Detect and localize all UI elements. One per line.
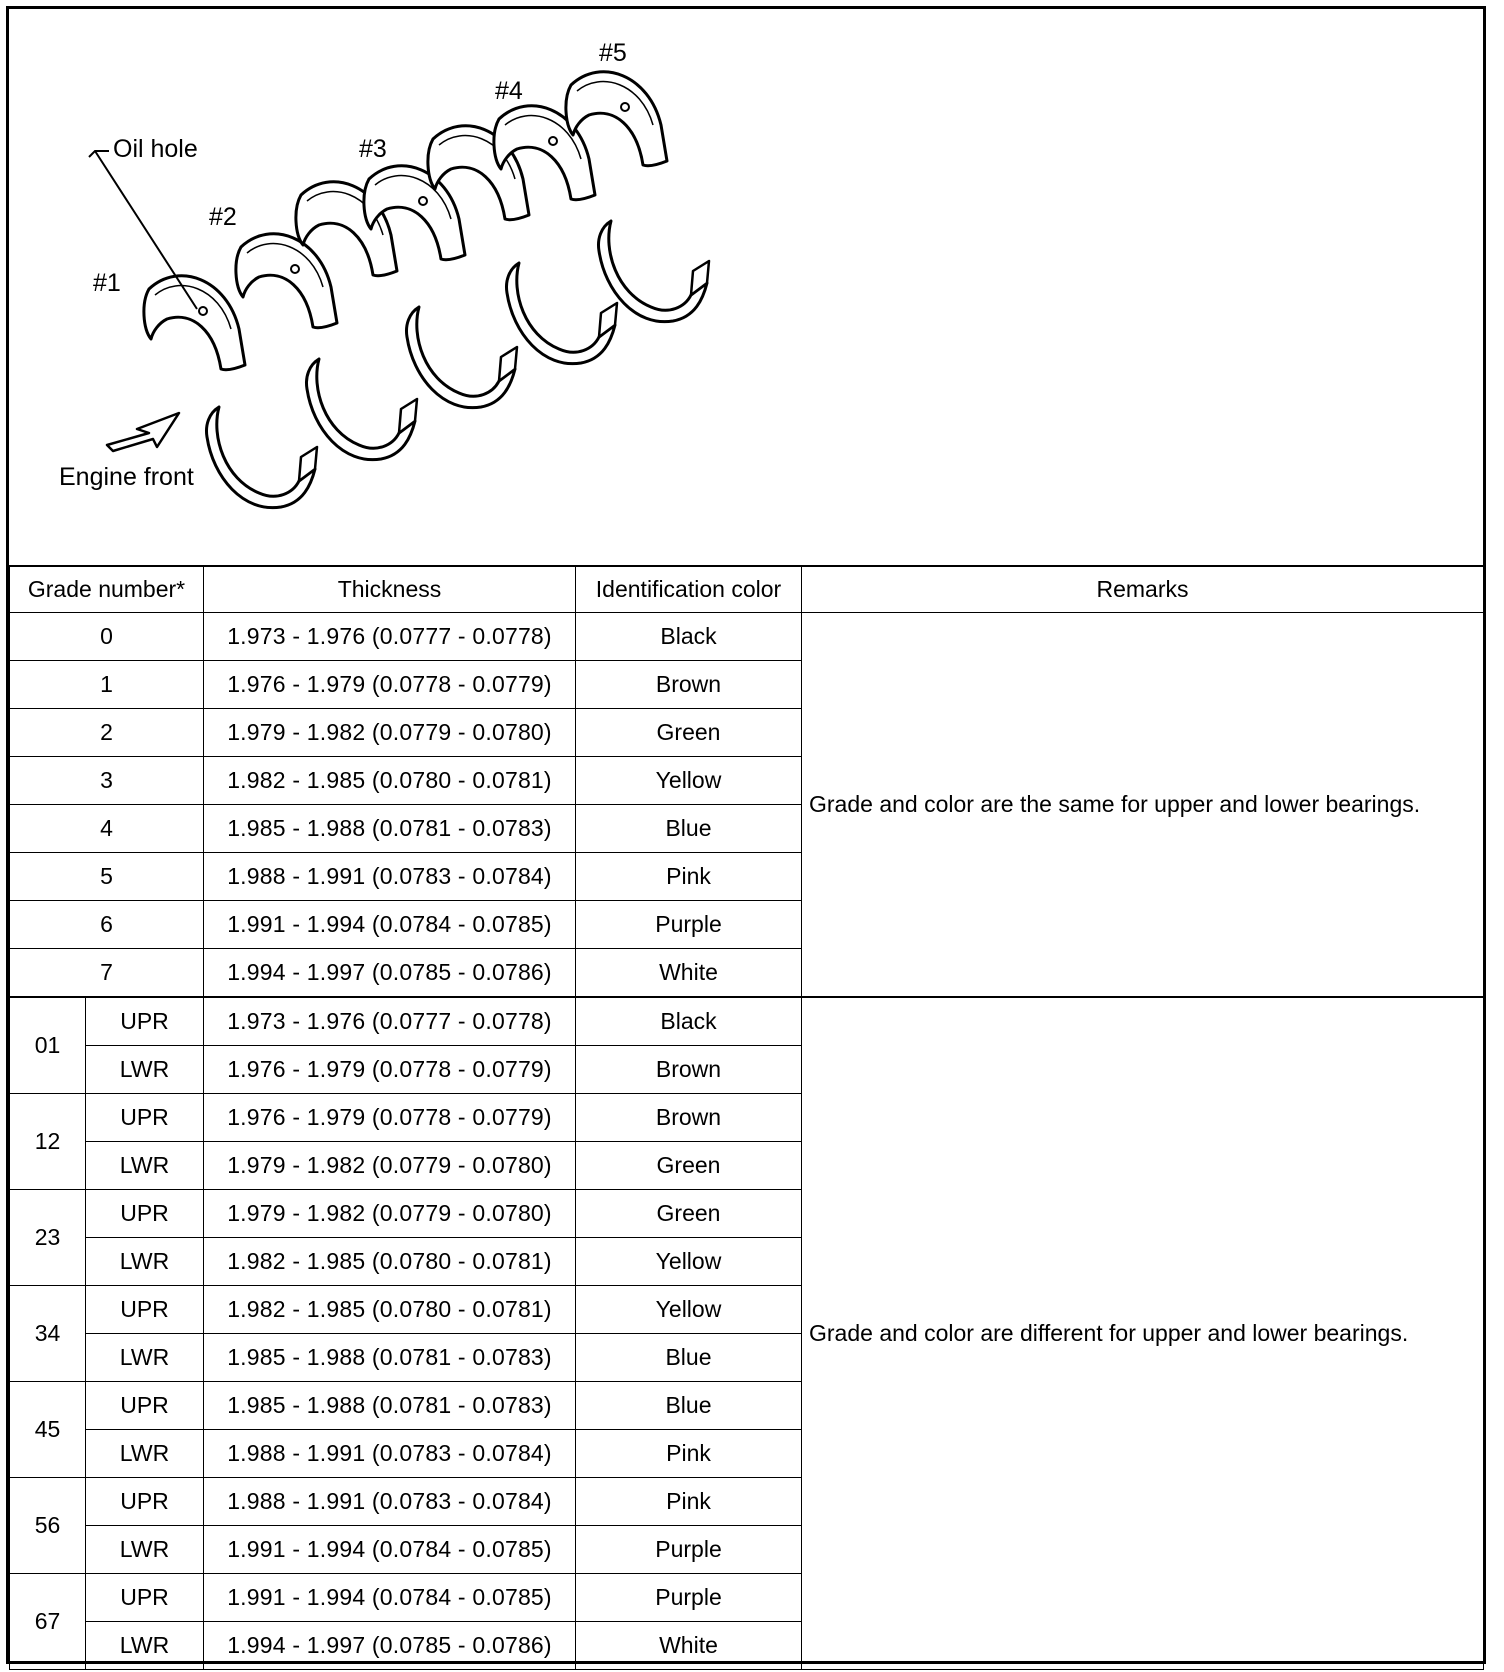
color-cell: Yellow [576,757,802,805]
grade-cell: 7 [10,949,204,998]
color-cell: Purple [576,1526,802,1574]
thickness-cell: 1.988 - 1.991 (0.0783 - 0.0784) [204,853,576,901]
thickness-cell: 1.991 - 1.994 (0.0784 - 0.0785) [204,1526,576,1574]
color-cell: Blue [576,1334,802,1382]
color-cell: White [576,1622,802,1670]
grade-cell: 67 [10,1574,86,1670]
header-remarks: Remarks [802,566,1484,613]
label-bearing-4: #4 [495,77,523,105]
grade-cell: 23 [10,1190,86,1286]
position-cell: LWR [86,1622,204,1670]
thickness-cell: 1.994 - 1.997 (0.0785 - 0.0786) [204,949,576,998]
grade-cell: 34 [10,1286,86,1382]
lower-bearing-1 [207,407,318,508]
thickness-cell: 1.991 - 1.994 (0.0784 - 0.0785) [204,1574,576,1622]
thickness-cell: 1.985 - 1.988 (0.0781 - 0.0783) [204,1382,576,1430]
upper-bearing-2 [236,234,337,328]
thickness-cell: 1.988 - 1.991 (0.0783 - 0.0784) [204,1430,576,1478]
position-cell: UPR [86,1478,204,1526]
color-cell: Pink [576,853,802,901]
color-cell: Green [576,709,802,757]
position-cell: UPR [86,1382,204,1430]
grade-cell: 0 [10,613,204,661]
position-cell: LWR [86,1142,204,1190]
lower-bearing-2 [307,359,418,460]
color-cell: Black [576,613,802,661]
position-cell: UPR [86,1094,204,1142]
label-engine-front: Engine front [59,463,194,491]
color-cell: Blue [576,1382,802,1430]
engine-front-arrow-icon [107,413,179,451]
label-bearing-3: #3 [359,135,387,163]
thickness-cell: 1.973 - 1.976 (0.0777 - 0.0778) [204,997,576,1046]
thickness-cell: 1.976 - 1.979 (0.0778 - 0.0779) [204,1046,576,1094]
lower-bearing-3 [407,307,518,408]
grade-cell: 56 [10,1478,86,1574]
remark-different: Grade and color are different for upper and lower bearings. [802,997,1484,1670]
color-cell: Green [576,1142,802,1190]
grade-cell: 6 [10,901,204,949]
table-row [10,997,1484,1046]
grade-cell: 5 [10,853,204,901]
thickness-cell: 1.973 - 1.976 (0.0777 - 0.0778) [204,613,576,661]
grade-cell: 4 [10,805,204,853]
bearing-grade-table [9,565,1484,1670]
thickness-cell: 1.994 - 1.997 (0.0785 - 0.0786) [204,1622,576,1670]
color-cell: Pink [576,1430,802,1478]
thickness-cell: 1.988 - 1.991 (0.0783 - 0.0784) [204,1478,576,1526]
table-header-row [10,566,1484,613]
remark-same: Grade and color are the same for upper and lower bearings. [802,613,1484,998]
table-row [10,613,1484,661]
header-thickness: Thickness [204,566,576,613]
thickness-cell: 1.976 - 1.979 (0.0778 - 0.0779) [204,661,576,709]
grade-cell: 01 [10,997,86,1094]
grade-cell: 45 [10,1382,86,1478]
position-cell: LWR [86,1334,204,1382]
thickness-cell: 1.982 - 1.985 (0.0780 - 0.0781) [204,1238,576,1286]
color-cell: Black [576,997,802,1046]
label-oil-hole: Oil hole [113,135,198,163]
thickness-cell: 1.991 - 1.994 (0.0784 - 0.0785) [204,901,576,949]
color-cell: White [576,949,802,998]
thickness-cell: 1.979 - 1.982 (0.0779 - 0.0780) [204,1142,576,1190]
color-cell: Pink [576,1478,802,1526]
position-cell: UPR [86,997,204,1046]
grade-cell: 3 [10,757,204,805]
thickness-cell: 1.982 - 1.985 (0.0780 - 0.0781) [204,1286,576,1334]
grade-cell: 1 [10,661,204,709]
thickness-cell: 1.985 - 1.988 (0.0781 - 0.0783) [204,1334,576,1382]
upper-bearing-1 [144,276,245,370]
color-cell: Brown [576,1046,802,1094]
thickness-cell: 1.976 - 1.979 (0.0778 - 0.0779) [204,1094,576,1142]
position-cell: LWR [86,1526,204,1574]
thickness-cell: 1.979 - 1.982 (0.0779 - 0.0780) [204,1190,576,1238]
color-cell: Purple [576,901,802,949]
thickness-cell: 1.982 - 1.985 (0.0780 - 0.0781) [204,757,576,805]
thickness-cell: 1.985 - 1.988 (0.0781 - 0.0783) [204,805,576,853]
position-cell: UPR [86,1286,204,1334]
thickness-cell: 1.979 - 1.982 (0.0779 - 0.0780) [204,709,576,757]
color-cell: Purple [576,1574,802,1622]
position-cell: UPR [86,1190,204,1238]
color-cell: Yellow [576,1238,802,1286]
grade-cell: 12 [10,1094,86,1190]
label-bearing-5: #5 [599,39,627,67]
color-cell: Blue [576,805,802,853]
document-frame [6,6,1486,1664]
color-cell: Yellow [576,1286,802,1334]
label-bearing-1: #1 [93,269,121,297]
color-cell: Brown [576,1094,802,1142]
color-cell: Brown [576,661,802,709]
label-bearing-2: #2 [209,203,237,231]
bearing-illustration [9,9,1483,567]
position-cell: LWR [86,1430,204,1478]
color-cell: Green [576,1190,802,1238]
position-cell: LWR [86,1238,204,1286]
header-grade-number: Grade number* [10,566,204,613]
bearing-diagram [9,9,1483,565]
position-cell: UPR [86,1574,204,1622]
lower-bearing-4 [507,263,618,364]
header-identification-color: Identification color [576,566,802,613]
grade-cell: 2 [10,709,204,757]
position-cell: LWR [86,1046,204,1094]
